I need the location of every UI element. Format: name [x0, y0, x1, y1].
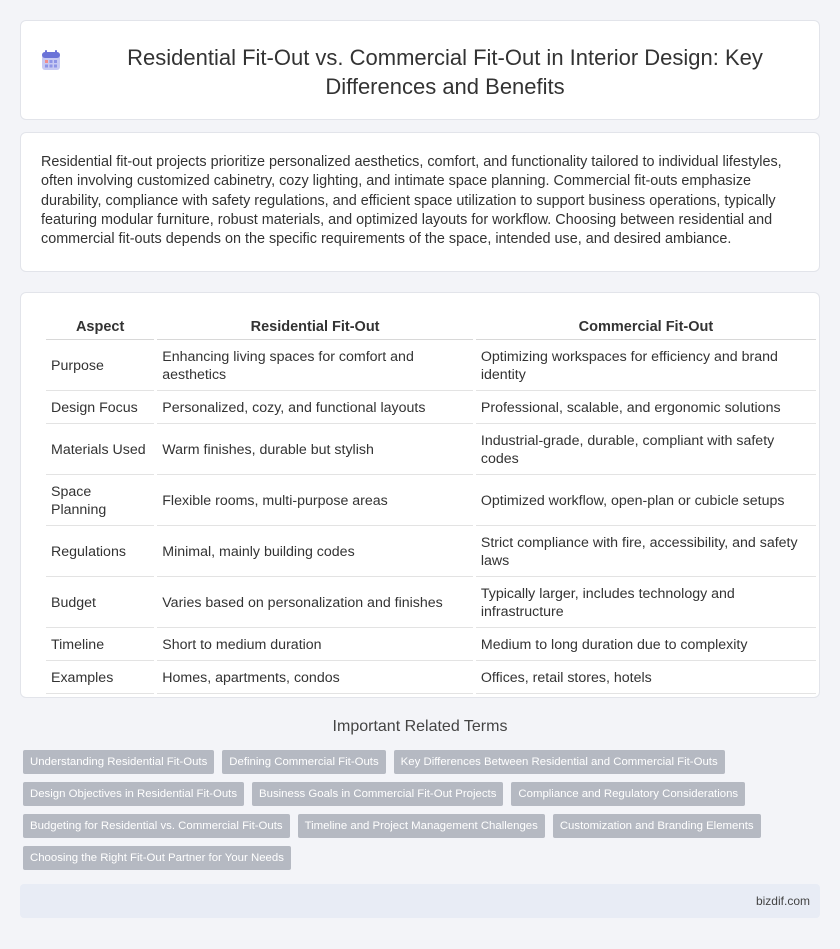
aspect-cell: Budget [46, 579, 154, 628]
aspect-cell: Purpose [46, 342, 154, 391]
related-term-tag[interactable]: Understanding Residential Fit-Outs [23, 750, 214, 774]
related-term-tag[interactable]: Compliance and Regulatory Considerations [511, 782, 745, 806]
residential-cell: Flexible rooms, multi-purpose areas [157, 477, 473, 526]
related-terms-heading: Important Related Terms [332, 718, 508, 735]
table-row [46, 393, 816, 424]
table-row [46, 426, 816, 475]
commercial-cell: Optimized workflow, open-plan or cubicle setups [476, 477, 816, 526]
related-term-tag[interactable]: Customization and Branding Elements [553, 814, 761, 838]
footer [20, 884, 820, 918]
related-term-tag[interactable]: Key Differences Between Residential and Commercial Fit-Outs [394, 750, 725, 774]
aspect-cell: Materials Used [46, 426, 154, 475]
commercial-cell: Industrial-grade, durable, compliant with safety codes [476, 426, 816, 475]
related-term-tag[interactable]: Business Goals in Commercial Fit-Out Projects [252, 782, 503, 806]
residential-cell: Varies based on personalization and finishes [157, 579, 473, 628]
aspect-cell: Timeline [46, 630, 154, 661]
intro-paragraph: Residential fit-out projects prioritize personalized aesthetics, comfort, and functionality tailored to individual lifestyles, often involving customized cabinetry, cozy lighting, and intimate space planning. Commercial fit-outs emphasize durability, compliance with safety regulations, and efficient space utilization to support business operations, typically featuring modular furniture, robust materials, and optimized layouts for workflow. Choosing between residential and commercial fit-outs depends on the specific requirements of the space, intended use, and desired ambiance. [41, 154, 782, 248]
commercial-cell: Professional, scalable, and ergonomic solutions [476, 393, 816, 424]
related-term-tag[interactable]: Defining Commercial Fit-Outs [222, 750, 385, 774]
comparison-table-card [20, 292, 820, 698]
intro-card [20, 132, 820, 272]
residential-cell: Personalized, cozy, and functional layouts [157, 393, 473, 424]
commercial-cell: Medium to long duration due to complexity [476, 630, 816, 661]
header-card [20, 20, 820, 120]
related-term-tag[interactable]: Budgeting for Residential vs. Commercial Fit-Outs [23, 814, 290, 838]
related-terms-list [23, 750, 813, 878]
table-row [46, 477, 816, 526]
table-row [46, 528, 816, 577]
table-header-row [46, 315, 816, 340]
residential-cell: Short to medium duration [157, 630, 473, 661]
table-row [46, 663, 816, 694]
residential-cell: Warm finishes, durable but stylish [157, 426, 473, 475]
commercial-cell: Optimizing workspaces for efficiency and brand identity [476, 342, 816, 391]
header-residential: Residential Fit-Out [157, 315, 473, 340]
header-commercial: Commercial Fit-Out [476, 315, 816, 340]
site-link[interactable]: bizdif.com [755, 894, 810, 908]
commercial-cell: Offices, retail stores, hotels [476, 663, 816, 694]
commercial-cell: Strict compliance with fire, accessibility, and safety laws [476, 528, 816, 577]
aspect-cell: Design Focus [46, 393, 154, 424]
aspect-cell: Space Planning [46, 477, 154, 526]
residential-cell: Minimal, mainly building codes [157, 528, 473, 577]
table-row [46, 579, 816, 628]
aspect-cell: Examples [46, 663, 154, 694]
residential-cell: Enhancing living spaces for comfort and aesthetics [157, 342, 473, 391]
comparison-table [43, 313, 819, 696]
related-term-tag[interactable]: Design Objectives in Residential Fit-Outs [23, 782, 244, 806]
table-row [46, 342, 816, 391]
page-title: Residential Fit-Out vs. Commercial Fit-Out in Interior Design: Key Differences and Benefits [127, 45, 763, 99]
related-term-tag[interactable]: Choosing the Right Fit-Out Partner for Your Needs [23, 846, 291, 870]
aspect-cell: Regulations [46, 528, 154, 577]
calendar-icon [41, 49, 61, 71]
header-aspect: Aspect [46, 315, 154, 340]
commercial-cell: Typically larger, includes technology and infrastructure [476, 579, 816, 628]
table-row [46, 630, 816, 661]
related-term-tag[interactable]: Timeline and Project Management Challenges [298, 814, 545, 838]
residential-cell: Homes, apartments, condos [157, 663, 473, 694]
